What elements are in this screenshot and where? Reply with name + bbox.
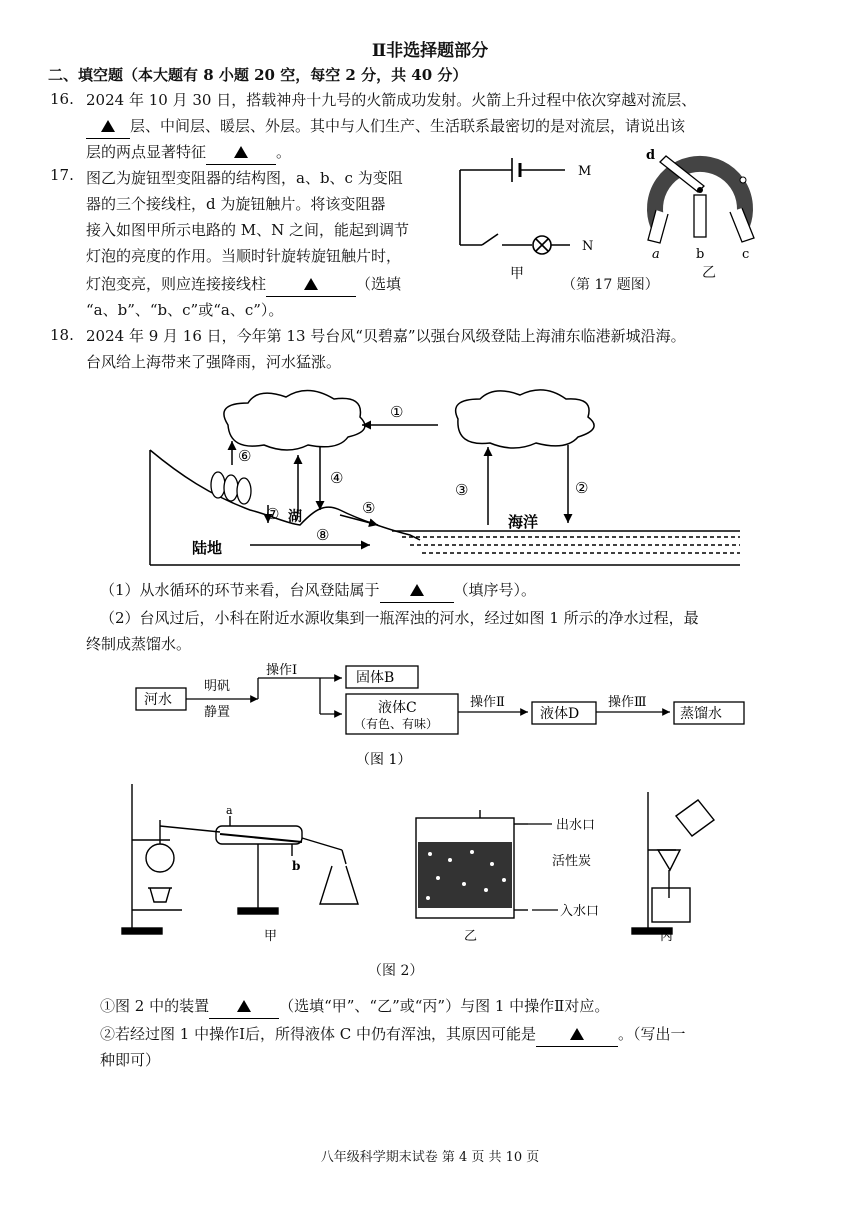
q17-line6: “a、b”、“b、c”或“a、c”）。	[86, 301, 284, 319]
q17-line3: 接入如图甲所示电路的 M、N 之间，能起到调节	[86, 221, 410, 239]
question-number-18: 18.	[50, 326, 74, 344]
terminal-c-label: c	[742, 247, 750, 262]
liquid-c-note: （有色、有味）	[354, 717, 439, 731]
fig2-caption: （图 2）	[368, 963, 424, 979]
q18-part1-text: ①图 2 中的装置	[100, 997, 210, 1015]
terminal-b-label: b	[696, 247, 705, 262]
river-water-box: 河水	[144, 692, 172, 708]
section-heading: 二、填空题（本大题有 8 小题 20 空，每空 2 分，共 40 分）	[48, 66, 468, 84]
q18-sub1-after: （填序号）。	[453, 581, 537, 599]
q18-part1	[100, 994, 609, 1019]
terminal-n-label: N	[582, 239, 594, 254]
q17-line4: 灯泡的亮度的作用。当顺时针旋转旋钮触片时，	[86, 247, 402, 265]
arrow-label-8: ⑧	[316, 526, 330, 544]
q18-part2-after: 。（写出一	[618, 1025, 686, 1043]
terminal-m-label: M	[578, 164, 592, 179]
q17-fig-caption: （第 17 题图）	[562, 277, 659, 293]
q17-line5-text: 灯泡变亮，则应连接接线柱	[86, 275, 267, 293]
terminal-a-label: a	[652, 247, 660, 262]
answer-triangle-icon	[234, 146, 248, 158]
question-number-16: 16.	[50, 90, 74, 108]
alum-label: 明矾	[204, 679, 231, 694]
q16-answer-blank-2[interactable]	[206, 140, 276, 165]
q18-sub1-answer-blank[interactable]	[380, 578, 454, 603]
answer-triangle-icon	[237, 1000, 251, 1012]
apparatus-jia-label: 甲	[264, 929, 278, 944]
settle-label: 静置	[204, 705, 231, 720]
q17-line1: 图乙为旋钮型变阻器的结构图，a、b、c 为变阻	[86, 169, 403, 187]
q18-sub2-line2: 终制成蒸馏水。	[86, 635, 192, 653]
land-label: 陆地	[192, 539, 223, 557]
q16-line2-text: 层、中间层、暖层、外层。其中与人们生产、生活联系最密切的是对流层，请说出该	[130, 117, 686, 135]
q16-answer-blank-1[interactable]	[86, 114, 130, 139]
q16-line3-text: 层的两点显著特征	[86, 143, 207, 161]
q16-line3: 层的两点显著特征 。	[86, 140, 291, 165]
q17-line5-after: （选填	[356, 275, 402, 293]
fig-jia-label: 甲	[510, 266, 524, 282]
page-footer: 八年级科学期末试卷 第 4 页 共 10 页	[320, 1150, 540, 1165]
q18-sub2-line1: （2）台风过后，小科在附近水源收集到一瓶浑浊的河水，经过如图 1 所示的净水过程，最	[100, 609, 699, 627]
lake-label: 湖	[288, 509, 302, 525]
arrow-label-6: ⑥	[238, 447, 252, 465]
arrow-label-3: ③	[455, 481, 469, 499]
q18-part2-text: ②若经过图 1 中操作Ⅰ后，所得液体 C 中仍有浑浊，其原因可能是	[100, 1025, 537, 1043]
contact-d-label: d	[646, 148, 656, 163]
apparatus-yi-label: 乙	[464, 929, 478, 944]
arrow-label-2: ②	[575, 479, 589, 497]
answer-triangle-icon	[570, 1028, 584, 1040]
fig-yi-label: 乙	[702, 265, 716, 281]
operation-2-label: 操作Ⅱ	[470, 695, 505, 710]
outlet-label: 出水口	[556, 818, 596, 833]
operation-1-label: 操作Ⅰ	[266, 663, 298, 678]
ocean-label: 海洋	[508, 513, 539, 531]
q18-part2-line2: 种即可）	[100, 1051, 161, 1069]
circuit-diagram-jia	[450, 150, 620, 290]
q16-line1: 2024 年 10 月 30 日，搭载神舟十九号的火箭成功发射。火箭上升过程中依次穿越对流层、	[86, 91, 697, 109]
arrow-label-4: ④	[330, 469, 344, 487]
fig1-caption: （图 1）	[356, 752, 412, 768]
q16-line2	[86, 114, 685, 139]
answer-triangle-icon	[410, 584, 424, 596]
purification-flowchart	[130, 660, 770, 770]
distilled-water-box: 蒸馏水	[680, 706, 722, 722]
answer-triangle-icon	[101, 120, 115, 132]
q18-part1-after: （选填“甲”、“乙”或“丙”）与图 1 中操作Ⅱ对应。	[279, 997, 610, 1015]
rotary-rheostat-yi	[630, 140, 770, 270]
q18-line2: 台风给上海带来了强降雨，河水猛涨。	[86, 353, 342, 371]
q18-part1-answer-blank[interactable]	[209, 994, 279, 1019]
q17-line2: 器的三个接线柱，d 为旋钮触片。将该变阻器	[86, 195, 386, 213]
q18-part2-answer-blank[interactable]	[536, 1022, 618, 1047]
condenser-b-label: b	[292, 859, 301, 873]
apparatus-figure-2	[120, 780, 740, 950]
question-number-17: 17.	[50, 166, 74, 184]
inlet-label: 入水口	[560, 904, 600, 919]
q18-sub1	[100, 578, 536, 603]
arrow-label-5: ⑤	[362, 499, 376, 517]
solid-b-box: 固体B	[356, 670, 395, 686]
q18-part2	[100, 1022, 686, 1047]
condenser-a-label: a	[226, 804, 233, 817]
apparatus-bing-label: 丙	[660, 929, 674, 944]
q17-answer-blank[interactable]	[266, 272, 356, 297]
liquid-c-box: 液体C	[378, 700, 417, 716]
arrow-label-1: ①	[390, 403, 404, 421]
arrow-label-7: ⑦	[266, 505, 280, 523]
q18-line1: 2024 年 9 月 16 日，今年第 13 号台风“贝碧嘉”以强台风级登陆上海浦东临港新城沿海。	[86, 327, 686, 345]
operation-3-label: 操作Ⅲ	[608, 695, 647, 710]
q18-sub1-text: （1）从水循环的环节来看，台风登陆属于	[100, 581, 380, 599]
water-cycle-diagram	[140, 385, 750, 570]
activated-carbon-label: 活性炭	[552, 854, 592, 869]
q17-line5	[86, 272, 401, 297]
answer-triangle-icon	[304, 278, 318, 290]
liquid-d-box: 液体D	[540, 706, 580, 722]
part-title: Ⅱ非选择题部分	[371, 41, 489, 61]
